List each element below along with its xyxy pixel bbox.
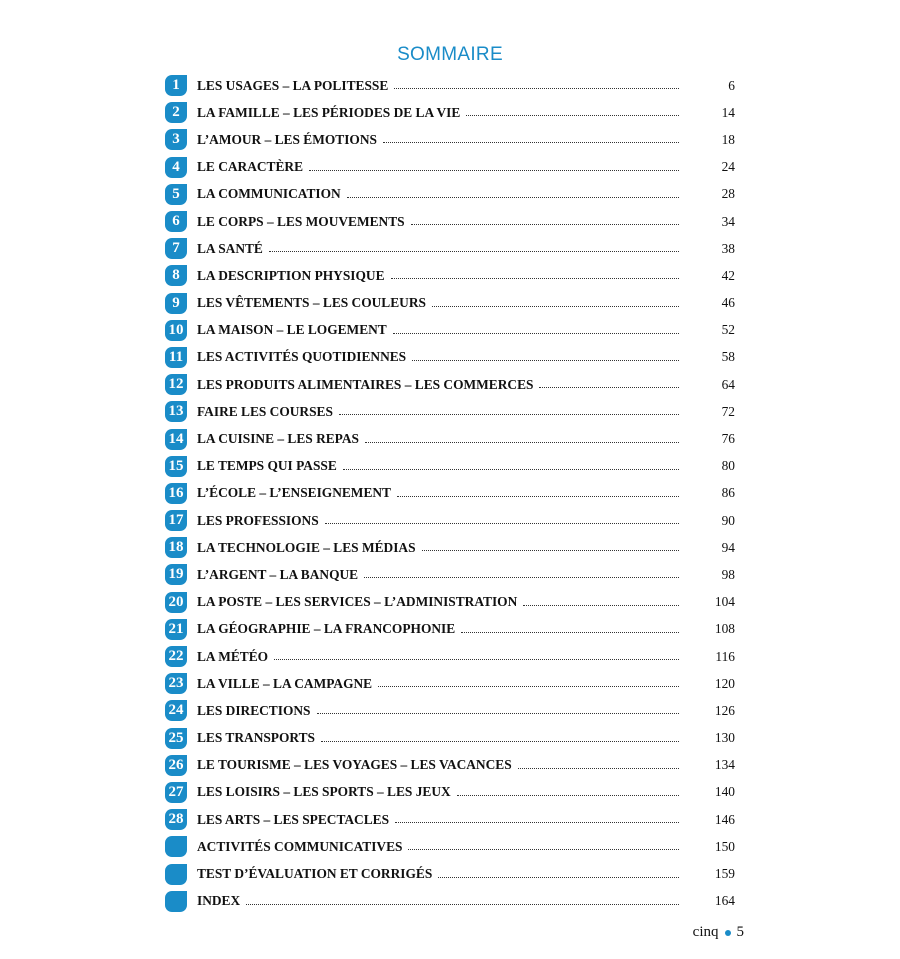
chapter-number-tab: 12 (165, 374, 187, 395)
chapter-number-tab: 14 (165, 429, 187, 450)
toc-entry-page: 80 (721, 458, 735, 474)
chapter-number-tab: 9 (165, 293, 187, 314)
dot-leader (518, 768, 679, 769)
toc-entry-page: 134 (714, 757, 735, 773)
toc-entry-page: 90 (721, 512, 735, 528)
toc-entry-page: 18 (721, 131, 735, 147)
chapter-number-tab: 16 (165, 483, 187, 504)
chapter-number-tab: 27 (165, 782, 187, 803)
toc-entry (165, 398, 735, 425)
dot-leader (391, 278, 679, 279)
toc-entry-label: LES ACTIVITÉS QUOTIDIENNES (197, 349, 407, 365)
toc-entry-page: 38 (721, 240, 735, 256)
toc-entry (165, 480, 735, 507)
chapter-number-tab: 19 (165, 564, 187, 585)
toc-entry-label: LES DIRECTIONS (197, 702, 311, 718)
chapter-number-tab: 7 (165, 238, 187, 259)
chapter-number-tab: 10 (165, 320, 187, 341)
toc-entry-page: 24 (721, 159, 735, 175)
chapter-number-tab: 20 (165, 592, 187, 613)
page-title: SOMMAIRE (397, 44, 503, 65)
toc-entry (165, 752, 735, 779)
toc-entry-label: ACTIVITÉS COMMUNICATIVES (197, 838, 403, 854)
chapter-number-tab: 17 (165, 510, 187, 531)
toc-entry (165, 371, 735, 398)
toc-entry-label: TEST D’ÉVALUATION ET CORRIGÉS (197, 866, 433, 882)
toc-entry (165, 860, 735, 887)
toc-entry-page: 86 (721, 485, 735, 501)
toc-entry-label: LES PROFESSIONS (197, 512, 319, 528)
toc-entry (165, 725, 735, 752)
chapter-number-tab: 24 (165, 700, 187, 721)
toc-entry-label: LES TRANSPORTS (197, 730, 315, 746)
toc-entry-page: 146 (714, 811, 735, 827)
toc-entry (165, 561, 735, 588)
toc-entry-label: LES VÊTEMENTS – LES COULEURS (197, 295, 426, 311)
toc-entry-page: 108 (714, 621, 735, 637)
chapter-number-tab: 4 (165, 157, 187, 178)
toc-entry-page: 94 (721, 539, 735, 555)
toc-entry-page: 164 (714, 893, 735, 909)
toc-entry-page: 130 (714, 730, 735, 746)
toc-entry-label: FAIRE LES COURSES (197, 403, 333, 419)
toc-entry (165, 208, 735, 235)
toc-entry (165, 507, 735, 534)
dot-leader (274, 659, 679, 660)
page-footer (693, 924, 744, 941)
dot-leader (383, 142, 679, 143)
toc-entry-page: 116 (715, 648, 735, 664)
toc-entry-label: LA FAMILLE – LES PÉRIODES DE LA VIE (197, 104, 461, 120)
toc-entry-page: 46 (721, 295, 735, 311)
dot-leader (411, 224, 679, 225)
toc-entry-label: L’ÉCOLE – L’ENSEIGNEMENT (197, 485, 391, 501)
toc-entry (165, 99, 735, 126)
toc-entry-label: LES ARTS – LES SPECTACLES (197, 811, 390, 827)
chapter-number-tab (165, 836, 187, 857)
chapter-number-tab: 26 (165, 755, 187, 776)
toc-entry-page: 126 (714, 702, 735, 718)
toc-entry (165, 235, 735, 262)
toc-entry-page: 120 (714, 675, 735, 691)
toc-entry (165, 154, 735, 181)
chapter-number-tab (165, 864, 187, 885)
dot-leader (438, 877, 679, 878)
chapter-number-tab: 21 (165, 619, 187, 640)
chapter-number-tab: 5 (165, 184, 187, 205)
chapter-number-tab: 15 (165, 456, 187, 477)
toc-entry (165, 670, 735, 697)
chapter-number-tab: 18 (165, 537, 187, 558)
toc-entry (165, 697, 735, 724)
toc-entry-page: 58 (721, 349, 735, 365)
table-of-contents (165, 72, 735, 915)
dot-leader (321, 741, 679, 742)
toc-entry (165, 643, 735, 670)
dot-leader (378, 686, 679, 687)
toc-entry-label: LA SANTÉ (197, 240, 263, 256)
toc-entry (165, 534, 735, 561)
chapter-number-tab: 22 (165, 646, 187, 667)
dot-leader (394, 88, 679, 89)
dot-leader (309, 170, 679, 171)
chapter-number-tab (165, 891, 187, 912)
page-number: 5 (736, 924, 744, 940)
dot-leader (317, 713, 680, 714)
toc-entry-label: LES PRODUITS ALIMENTAIRES – LES COMMERCES (197, 376, 534, 392)
toc-entry (165, 126, 735, 153)
chapter-number-tab: 23 (165, 673, 187, 694)
chapter-number-tab: 3 (165, 129, 187, 150)
dot-leader (364, 577, 679, 578)
toc-entry-page: 34 (721, 213, 735, 229)
toc-entry (165, 453, 735, 480)
toc-entry-label: L’AMOUR – LES ÉMOTIONS (197, 131, 377, 147)
toc-entry (165, 317, 735, 344)
dot-leader (539, 387, 679, 388)
dot-leader (461, 632, 679, 633)
dot-leader (347, 197, 679, 198)
chapter-number-tab: 2 (165, 102, 187, 123)
toc-entry (165, 779, 735, 806)
dot-leader (395, 822, 679, 823)
dot-leader (325, 523, 679, 524)
toc-entry (165, 344, 735, 371)
toc-entry-label: LA DESCRIPTION PHYSIQUE (197, 267, 385, 283)
toc-entry-label: L’ARGENT – LA BANQUE (197, 566, 359, 582)
chapter-number-tab: 6 (165, 211, 187, 232)
toc-entry (165, 262, 735, 289)
chapter-number-tab: 11 (165, 347, 187, 368)
dot-leader (393, 333, 679, 334)
chapter-number-tab: 28 (165, 809, 187, 830)
toc-entry (165, 181, 735, 208)
toc-entry-page: 150 (714, 838, 735, 854)
dot-leader (432, 306, 679, 307)
chapter-number-tab: 1 (165, 75, 187, 96)
chapter-number-tab: 8 (165, 265, 187, 286)
dot-leader (365, 442, 679, 443)
page-number-word: cinq (692, 924, 719, 940)
toc-entry-label: LA COMMUNICATION (197, 186, 341, 202)
chapter-number-tab: 13 (165, 401, 187, 422)
toc-entry-label: INDEX (197, 893, 241, 909)
bullet-icon (725, 930, 731, 936)
toc-entry (165, 833, 735, 860)
toc-entry-page: 98 (721, 566, 735, 582)
toc-entry-label: LA MAISON – LE LOGEMENT (197, 322, 387, 338)
toc-entry-page: 64 (721, 376, 735, 392)
toc-entry-label: LA GÉOGRAPHIE – LA FRANCOPHONIE (197, 621, 456, 637)
toc-entry-page: 28 (721, 186, 735, 202)
toc-entry (165, 616, 735, 643)
toc-entry (165, 290, 735, 317)
toc-entry-page: 72 (721, 403, 735, 419)
dot-leader (457, 795, 679, 796)
toc-entry-label: LES LOISIRS – LES SPORTS – LES JEUX (197, 784, 451, 800)
toc-entry-label: LA TECHNOLOGIE – LES MÉDIAS (197, 539, 416, 555)
dot-leader (523, 605, 679, 606)
toc-entry-label: LE CARACTÈRE (197, 159, 304, 175)
dot-leader (466, 115, 679, 116)
toc-entry (165, 72, 735, 99)
toc-entry-page: 6 (728, 77, 735, 93)
toc-entry-label: LE TEMPS QUI PASSE (197, 458, 337, 474)
dot-leader (339, 414, 679, 415)
toc-entry-label: LE TOURISME – LES VOYAGES – LES VACANCES (197, 757, 512, 773)
toc-entry-label: LA VILLE – LA CAMPAGNE (197, 675, 373, 691)
toc-entry-page: 104 (714, 594, 735, 610)
toc-entry (165, 806, 735, 833)
toc-entry-page: 14 (721, 104, 735, 120)
dot-leader (246, 904, 679, 905)
toc-entry (165, 888, 735, 915)
toc-entry-page: 76 (721, 431, 735, 447)
toc-entry-page: 42 (721, 267, 735, 283)
toc-entry-label: LA CUISINE – LES REPAS (197, 431, 359, 447)
toc-entry-page: 52 (721, 322, 735, 338)
chapter-number-tab: 25 (165, 728, 187, 749)
dot-leader (412, 360, 679, 361)
toc-entry-label: LES USAGES – LA POLITESSE (197, 77, 389, 93)
toc-entry-page: 140 (714, 784, 735, 800)
toc-entry (165, 425, 735, 452)
dot-leader (269, 251, 679, 252)
dot-leader (397, 496, 679, 497)
toc-entry-label: LA POSTE – LES SERVICES – L’ADMINISTRATION (197, 594, 518, 610)
dot-leader (408, 849, 679, 850)
toc-entry-page: 159 (714, 866, 735, 882)
toc-entry-label: LE CORPS – LES MOUVEMENTS (197, 213, 405, 229)
toc-entry (165, 589, 735, 616)
dot-leader (422, 550, 679, 551)
toc-entry-label: LA MÉTÉO (197, 648, 269, 664)
dot-leader (343, 469, 679, 470)
